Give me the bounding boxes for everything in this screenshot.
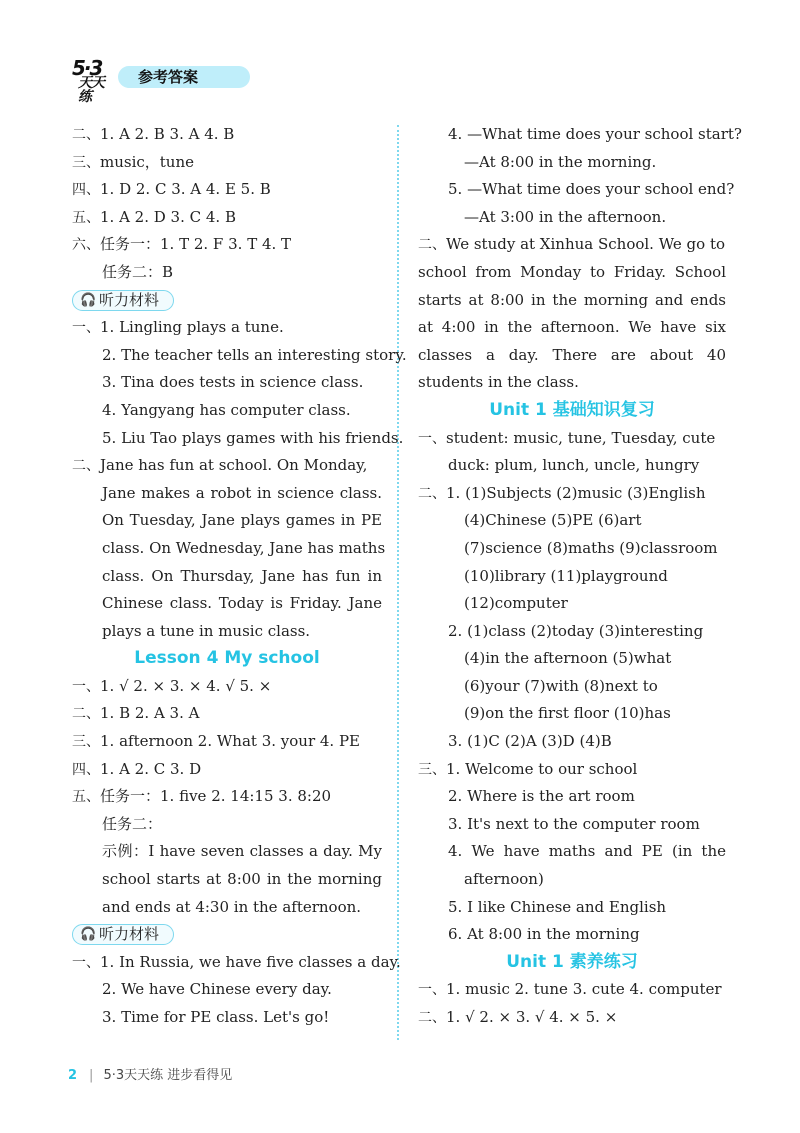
answer-line: 三、1. afternoon 2. What 3. your 4. PE xyxy=(72,732,361,751)
lesson-title: Lesson 4 My school xyxy=(134,648,320,669)
answer-line: 5. I like Chinese and English xyxy=(448,897,667,916)
footer-separator: | xyxy=(89,1068,94,1083)
answer-line: 一、student: music, tune, Tuesday, cute xyxy=(418,428,716,447)
answer-line: 四、1. D 2. C 3. A 4. E 5. B xyxy=(72,180,271,199)
answer-line: —At 3:00 in the afternoon. xyxy=(464,207,667,226)
answer-line: duck: plum, lunch, uncle, hungry xyxy=(448,456,700,475)
answer-line: 任务二：B xyxy=(102,262,174,281)
answer-line: 2. The teacher tells an interesting story. xyxy=(102,345,407,364)
answer-line: at 4:00 in the afternoon. We have six xyxy=(418,318,726,337)
answer-line: (10)library (11)playground xyxy=(464,566,668,585)
right-column xyxy=(418,121,742,1032)
answer-line: 2. Where is the art room xyxy=(448,787,635,806)
answer-line: starts at 8:00 in the morning and ends xyxy=(418,290,726,309)
answer-line: 二、1. (1)Subjects (2)music (3)English xyxy=(418,483,706,502)
answer-line: 二、We study at Xinhua School. We go to xyxy=(418,235,726,254)
answer-line: Jane makes a robot in science class. xyxy=(102,483,382,502)
answer-line: plays a tune in music class. xyxy=(102,621,311,640)
answer-line: 4. We have maths and PE (in the xyxy=(448,842,726,861)
answer-line: class. On Wednesday, Jane has maths xyxy=(102,538,386,557)
logo-number: 5·3 xyxy=(72,56,102,80)
answer-line: 3. It's next to the computer room xyxy=(448,814,700,833)
column-divider xyxy=(397,125,399,1040)
listening-header: 🎧 听力材料 xyxy=(72,287,382,315)
answer-line: (6)your (7)with (8)next to xyxy=(464,676,658,695)
answer-line: school from Monday to Friday. School xyxy=(418,262,726,281)
answer-line: afternoon) xyxy=(464,870,544,889)
unit-title: Unit 1 基础知识复习 xyxy=(489,399,655,420)
answer-line: On Tuesday, Jane plays games in PE xyxy=(102,511,382,530)
answer-line: 5. Liu Tao plays games with his friends. xyxy=(102,428,404,447)
answer-line: Chinese class. Today is Friday. Jane xyxy=(102,594,382,613)
answer-line: 示例：I have seven classes a day. My xyxy=(102,842,382,861)
page-footer xyxy=(68,1064,232,1083)
answer-line: (4)in the afternoon (5)what xyxy=(464,649,672,668)
answer-line: 三、1. Welcome to our school xyxy=(418,759,638,778)
answer-line: 6. At 8:00 in the morning xyxy=(448,925,640,944)
answer-line: 4. Yangyang has computer class. xyxy=(102,400,351,419)
answer-line: 5. —What time does your school end? xyxy=(448,180,735,199)
answer-line: school starts at 8:00 in the morning xyxy=(102,870,382,889)
logo-text: 天天练 xyxy=(78,75,104,105)
answer-line: 二、1. A 2. B 3. A 4. B xyxy=(72,125,235,143)
answer-line: 一、1. Lingling plays a tune. xyxy=(72,318,284,337)
answer-line: 3. Tina does tests in science class. xyxy=(102,373,364,392)
listening-header: 🎧 听力材料 xyxy=(72,921,382,949)
answer-line: classes a day. There are about 40 xyxy=(418,345,726,364)
answer-line: 一、1. music 2. tune 3. cute 4. computer xyxy=(418,980,722,999)
answer-line: 一、1. √ 2. × 3. × 4. √ 5. × xyxy=(72,676,272,695)
answer-line: students in the class. xyxy=(418,373,579,392)
answer-line: 3. (1)C (2)A (3)D (4)B xyxy=(448,732,612,751)
answer-line: (7)science (8)maths (9)classroom xyxy=(464,538,718,557)
section-label: 参考答案 xyxy=(118,66,250,88)
answer-line: 六、任务一：1. T 2. F 3. T 4. T xyxy=(72,235,292,254)
answer-line: 三、music，tune xyxy=(72,152,195,171)
answer-line: 4. —What time does your school start? xyxy=(448,125,742,143)
answer-line: 2. We have Chinese every day. xyxy=(102,980,332,999)
answer-line: 2. (1)class (2)today (3)interesting xyxy=(448,621,704,640)
page-number: 2 xyxy=(68,1068,78,1083)
answer-line: 五、任务一：1. five 2. 14:15 3. 8:20 xyxy=(72,787,332,806)
answer-line: 二、Jane has fun at school. On Monday, xyxy=(72,456,368,475)
answer-line: 五、1. A 2. D 3. C 4. B xyxy=(72,207,236,226)
left-column xyxy=(72,121,407,1032)
answer-line: (9)on the first floor (10)has xyxy=(464,704,671,723)
answer-line: (12)computer xyxy=(464,594,568,613)
answer-line: (4)Chinese (5)PE (6)art xyxy=(464,511,642,530)
answer-line: 一、1. In Russia, we have five classes a day. xyxy=(72,952,401,971)
answer-line: 四、1. A 2. C 3. D xyxy=(72,759,202,778)
headphones-icon: 🎧 xyxy=(80,927,97,943)
unit-title: Unit 1 素养练习 xyxy=(506,951,638,972)
answer-line: and ends at 4:30 in the afternoon. xyxy=(102,897,362,916)
answer-line: 3. Time for PE class. Let's go! xyxy=(102,1008,330,1026)
answer-line: —At 8:00 in the morning. xyxy=(464,152,657,171)
answer-line: 任务二： xyxy=(102,814,163,833)
brand-logo xyxy=(72,56,116,105)
headphones-icon: 🎧 xyxy=(80,292,97,308)
answer-line: class. On Thursday, Jane has fun in xyxy=(102,566,382,585)
answer-line: 二、1. B 2. A 3. A xyxy=(72,704,200,723)
footer-slogan: 5·3天天练 进步看得见 xyxy=(103,1068,233,1083)
answer-line: 二、1. √ 2. × 3. √ 4. × 5. × xyxy=(418,1008,618,1026)
